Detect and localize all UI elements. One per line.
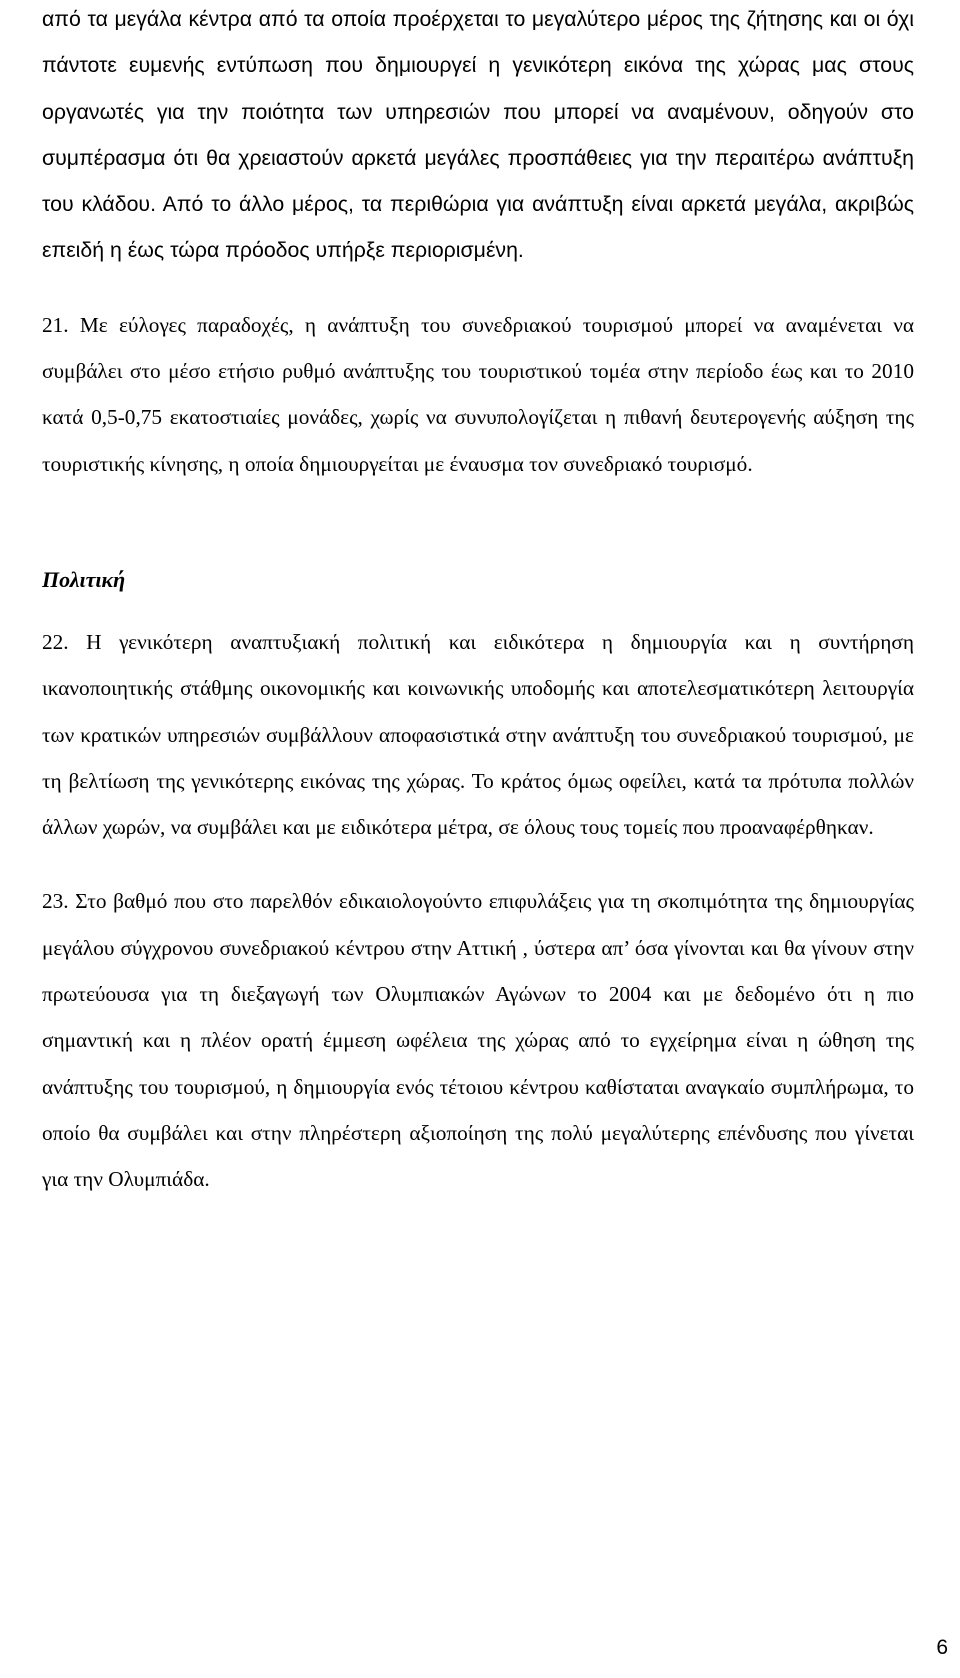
page-number: 6 [936,1636,948,1659]
paragraph-22: 22. Η γενικότερη αναπτυξιακή πολιτική και ειδικότερα η δημιουργία και η συντήρηση ικανοποιητικής στάθμης οικονομικής και κοινωνικής υποδομής και αποτελεσματικότερη λειτουργία των κρατικών υπηρεσιών συμβάλλουν αποφασιστικά στην ανάπτυξη του συνεδριακού τουρισμού, με τη βελτίωση της γενικότερης εικόνας της χώρας. Το κράτος όμως οφείλει, κατά τα πρότυπα πολλών άλλων χωρών, να συμβάλει και με ειδικότερα μέτρα, σε όλους τους τομείς που προαναφέρθηκαν. [42,629,914,840]
intro-paragraph: από τα μεγάλα κέντρα από τα οποία προέρχεται το μεγαλύτερο μέρος της ζήτησης και οι όχι πάντοτε ευμενής εντύπωση που δημιουργεί η γενικότερη εικόνα της χώρας μας στους οργανωτές για την ποιότητα των υπηρεσιών που μπορεί να αναμένουν, οδηγούν στο συμπέρασμα ότι θα χρειαστούν αρκετά μεγάλες προσπάθειες για την περαιτέρω ανάπτυξη του κλάδου. Από το άλλο μέρος, τα περιθώρια για ανάπτυξη είναι αρκετά μεγάλα, ακριβώς επειδή η έως τώρα πρόοδος υπήρξε περιορισμένη. [42,7,914,263]
section-heading-politiki: Πολιτική [42,566,126,592]
paragraph-21: 21. Με εύλογες παραδοχές, η ανάπτυξη του συνεδριακού τουρισμού μπορεί να αναμένεται να συμβάλει στο μέσο ετήσιο ρυθμό ανάπτυξης του τουριστικού τομέα στην περίοδο έως και το 2010 κατά 0,5-0,75 εκατοστιαίες μονάδες, χωρίς να συνυπολογίζεται η πιθανή δευτερογενής αύξηση της τουριστικής κίνησης, η οποία δημιουργείται με έναυσμα τον συνεδριακό τουρισμό. [42,312,914,476]
document-page [42,0,914,1203]
paragraph-23: 23. Στο βαθμό που στο παρελθόν εδικαιολογούντο επιφυλάξεις για τη σκοπιμότητα της δημιουργίας μεγάλου σύγχρονου συνεδριακού κέντρου στην Αττική , ύστερα απ’ όσα γίνονται και θα γίνουν στην πρωτεύουσα για τη διεξαγωγή των Ολυμπιακών Αγώνων το 2004 και με δεδομένο ότι η πιο σημαντική και η πλέον ορατή έμμεση ωφέλεια της χώρας από το εγχείρημα είναι η ώθηση της ανάπτυξης του τουρισμού, η δημιουργία ενός τέτοιου κέντρου καθίσταται αναγκαίο συμπλήρωμα, το οποίο θα συμβάλει και στην πληρέστερη αξιοποίηση της πολύ μεγαλύτερης επένδυσης που γίνεται για την Ολυμπιάδα. [42,889,914,1192]
